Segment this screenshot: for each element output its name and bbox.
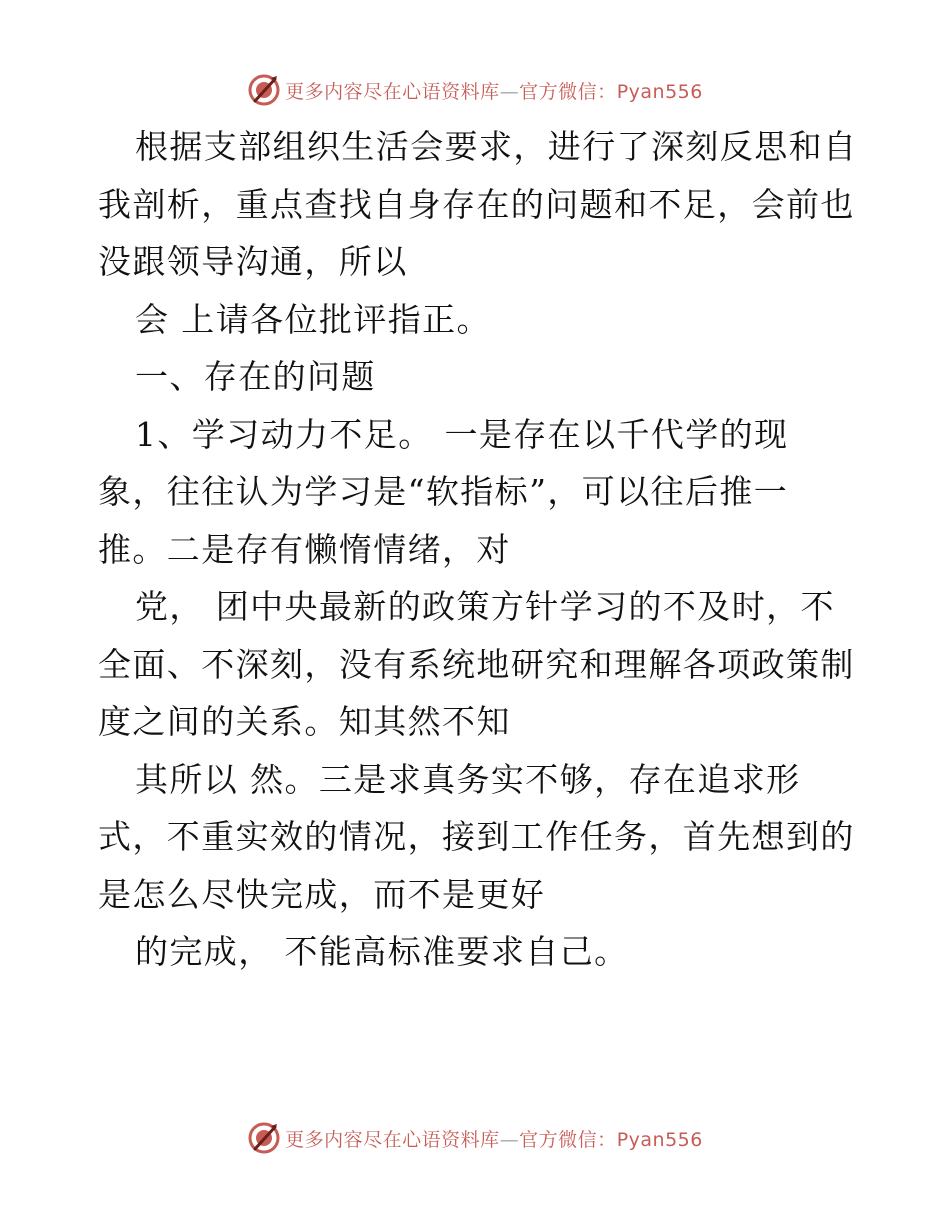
body-line: 度之间的关系。知其然不知 <box>98 702 511 741</box>
body-line: 其所以 然。三是求真务实不够，存在追求形 <box>135 759 801 799</box>
banner-wechat-id: Pyan556 <box>616 1128 703 1151</box>
body-line: 我剖析，重点查找自身存在的问题和不足，会前也 <box>98 184 855 224</box>
quill-seal-icon <box>247 73 281 107</box>
quill-seal-icon <box>247 1121 281 1155</box>
body-line: 根据支部组织生活会要求，进行了深刻反思和自 <box>135 127 858 166</box>
body-line: 会 上请各位批评指正。 <box>135 299 491 339</box>
header-banner <box>0 70 950 110</box>
banner-prefix: 更多内容尽在心语资料库 <box>285 1128 500 1151</box>
body-line: 象，往往认为学习是“软指标”，可以往后推一 <box>98 472 789 511</box>
body-line: 没跟领导沟通，所以 <box>98 242 408 281</box>
body-line: 式，不重实效的情况，接到工作任务，首先想到的 <box>98 817 855 856</box>
banner-wechat-label: 官方微信： <box>519 1128 617 1151</box>
section-heading: 一、存在的问题 <box>135 357 376 396</box>
banner-prefix: 更多内容尽在心语资料库 <box>285 80 500 103</box>
body-line: 是怎么尽快完成，而不是更好 <box>98 874 546 914</box>
banner-separator: — <box>499 1128 520 1151</box>
body-line: 推。二是存有懒惰情绪，对 <box>98 529 511 569</box>
body-line: 全面、不深刻，没有系统地研究和理解各项政策制 <box>98 644 855 684</box>
body-line: 1、学习动力不足。 一是存在以千代学的现 <box>135 414 789 454</box>
banner-separator: — <box>499 80 520 103</box>
body-line: 党， 团中央最新的政策方针学习的不及时，不 <box>135 587 835 626</box>
banner-wechat-label: 官方微信： <box>519 80 617 103</box>
banner-wechat-id: Pyan556 <box>616 80 703 103</box>
body-line: 的完成， 不能高标准要求自己。 <box>135 932 629 971</box>
footer-banner <box>0 1118 950 1158</box>
document-body <box>98 118 858 981</box>
